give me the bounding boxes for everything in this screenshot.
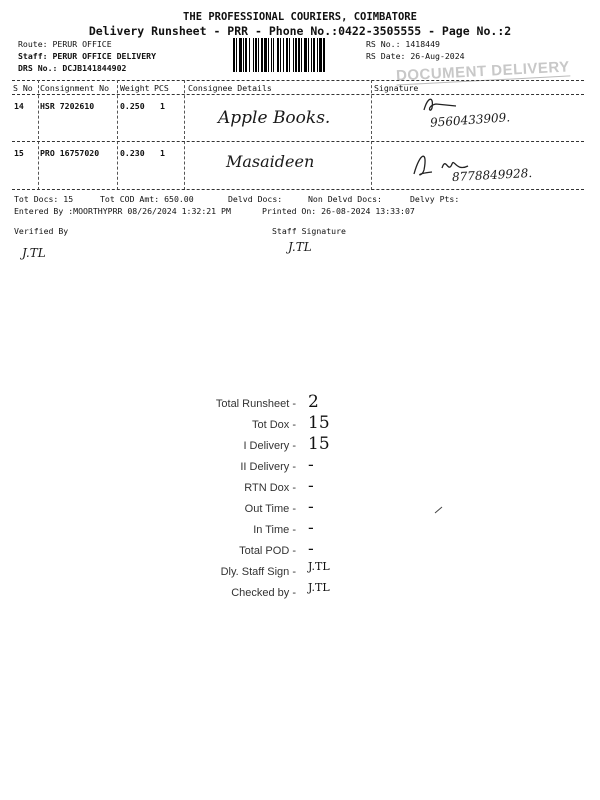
stamp-row-label: I Delivery - [243,440,296,452]
company-title: THE PROFESSIONAL COURIERS, COIMBATORE [183,11,417,23]
verified-by-label: Verified By [14,226,69,236]
col-header-consignment: Consignment No [40,83,110,93]
stamp-row-label: Checked by - [231,587,296,599]
barcode [233,38,359,72]
row-15-sno: 15 [14,148,24,158]
staff-signature: J.TL [288,240,312,254]
row-15-consignment: PRO 16757020 [40,148,100,158]
rs-number: RS No.: 1418449 [366,39,440,49]
stamp-row-label: Tot Dox - [251,419,296,431]
stamp-row-value: 15 [308,434,330,454]
row-14-phone: 9560433909. [429,110,511,130]
stamp-row-value: - [308,455,314,475]
col-header-sno: S No [13,83,33,93]
stamp-row-label: Total Runsheet - [215,398,296,410]
row-14-weight: 0.250 [120,101,145,111]
stamp-row-value: 2 [308,392,319,412]
col-divider [38,80,39,190]
stamp-row-value: - [308,476,314,496]
stamp-row-label: Out Time - [244,503,296,515]
stamp-row-value: - [308,518,314,538]
row-15-pcs: 1 [160,148,165,158]
stray-mark [434,505,444,515]
total-cod-amount: Tot COD Amt: 650.00 [100,194,194,204]
stamp-row-label: In Time - [253,524,296,536]
staff-signature-label: Staff Signature [272,226,346,236]
col-divider [184,80,185,190]
delivered-docs: Delvd Docs: [228,194,283,204]
row-15-weight: 0.230 [120,148,145,158]
route-label: Route: PERUR OFFICE [18,39,112,49]
col-header-weight: Weight [120,83,150,93]
col-header-consignee: Consignee Details [188,83,272,93]
row-14-consignee: Apple Books. [218,108,331,128]
entered-by: Entered By :MOORTHYPRR 08/26/2024 1:32:21 PM [14,206,231,216]
row-14-pcs: 1 [160,101,165,111]
row-15-phone: 8778849928. [451,165,533,185]
table-header-rule [12,94,584,95]
row-rule [12,141,584,142]
stamp-row-label: II Delivery - [240,461,296,473]
row-15-consignee: Masaideen [226,152,315,171]
col-divider [371,80,372,190]
stamp-row-value: - [308,539,314,559]
stamp-row-value: 15 [308,413,330,433]
document-delivery-stamp: DOCUMENT DELIVERY [395,58,571,85]
stamp-row-label: RTN Dox - [244,482,296,494]
runsheet-subtitle: Delivery Runsheet - PRR - Phone No.:0422-3505555 - Page No.:2 [88,24,512,38]
row-14-sno: 14 [14,101,24,111]
table-top-rule [12,80,584,81]
col-header-pcs: PCS [154,83,169,93]
staff-label: Staff: PERUR OFFICE DELIVERY [18,51,157,61]
stamp-row-value: - [308,497,314,517]
delivery-points: Delvy Pts: [410,194,460,204]
row-14-consignment: HSR 7202610 [40,101,95,111]
total-docs: Tot Docs: 15 [14,194,74,204]
col-header-signature: Signature [374,83,419,93]
stamp-row-value: J.TL [308,581,330,594]
stamp-row-label: Total POD - [239,545,296,557]
stamp-row-value: J.TL [308,560,330,573]
non-delivered-docs: Non Delvd Docs: [308,194,382,204]
rs-date: RS Date: 26-Aug-2024 [366,51,465,61]
verified-by-signature: J.TL [22,246,46,260]
stamp-row-label: Dly. Staff Sign - [220,566,296,578]
table-bottom-rule [12,189,584,190]
col-divider [117,80,118,190]
printed-on: Printed On: 26-08-2024 13:33:07 [262,206,415,216]
drs-number: DRS No.: DCJB141844902 [18,63,127,73]
